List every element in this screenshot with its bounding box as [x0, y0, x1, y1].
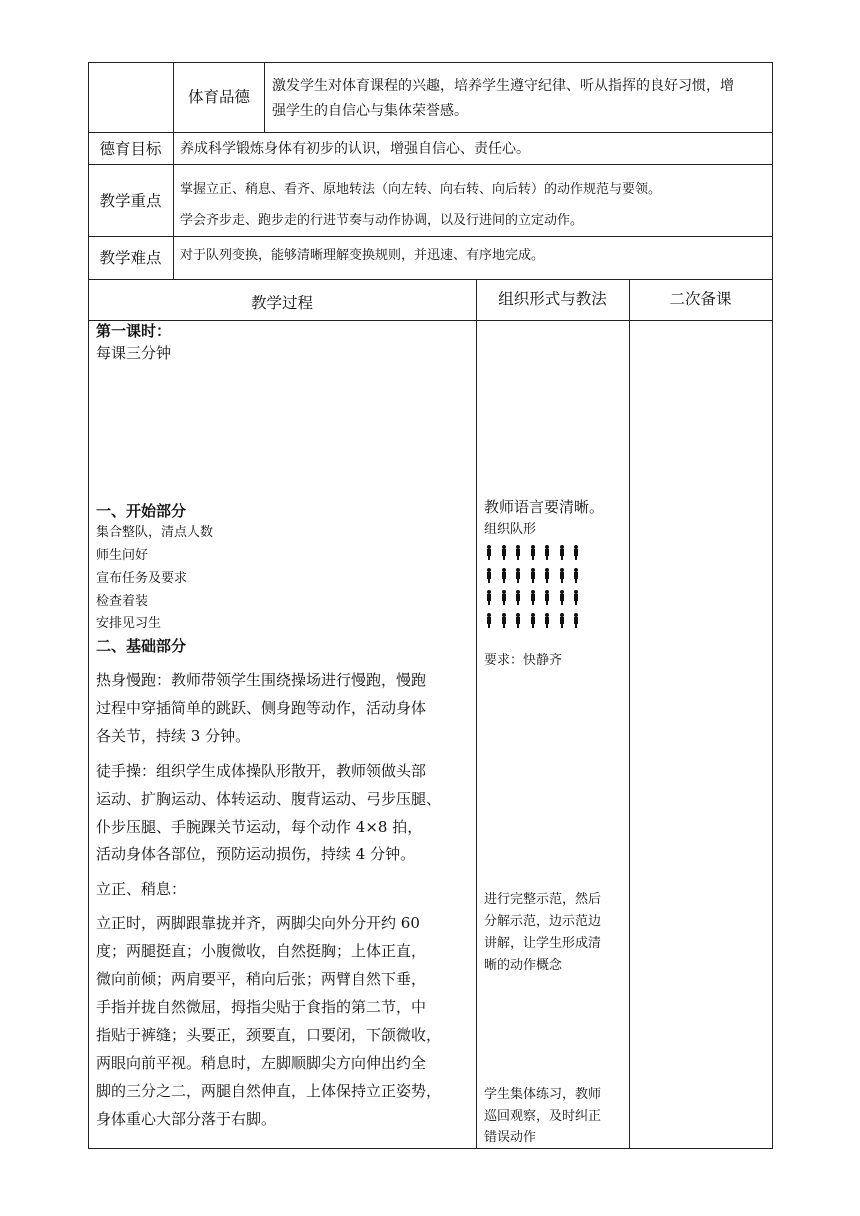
- table-right-border: [772, 62, 773, 1149]
- header-organization: 组织形式与教法: [498, 290, 607, 308]
- list-item: 安排见习生: [96, 616, 162, 631]
- warmup-line: 过程中穿插简单的跳跃、侧身跑等动作，活动身体: [96, 699, 427, 717]
- stand-line: 两眼向前平视。稍息时，左脚顺脚尖方向伸出约全: [96, 1054, 427, 1072]
- list-item: 宣布任务及要求: [96, 571, 188, 586]
- col-divider: [629, 279, 630, 1149]
- student-figure-icon: [544, 613, 550, 628]
- stand-line: 脚的三分之二，两腿自然伸直，上体保持立正姿势，: [96, 1082, 442, 1100]
- demo-note-line: 分解示范，边示范边: [484, 914, 602, 929]
- stand-line: 度；两腿挺直；小腹微收，自然挺胸；上体正直，: [96, 942, 427, 960]
- exercise-line: 徒手操：组织学生成体操队形散开，教师领做头部: [96, 762, 427, 780]
- stand-line: 手指并拢自然微屈，拇指尖贴于食指的第二节，中: [96, 998, 427, 1016]
- student-figure-icon: [559, 613, 565, 628]
- student-figure-icon: [530, 613, 536, 628]
- student-figure-icon: [501, 613, 507, 628]
- cell-label-difficulty: 教学难点: [99, 249, 162, 267]
- student-figure-icon: [486, 568, 492, 583]
- demo-note-line: 晰的动作概念: [484, 958, 563, 973]
- section-basic-title: 二、基础部分: [96, 637, 187, 655]
- student-figure-icon: [573, 568, 579, 583]
- col-divider: [476, 279, 477, 1149]
- practice-note-line: 学生集体练习，教师: [484, 1087, 602, 1102]
- cell-content-line: 学会齐步走、跑步走的行进节奏与动作协调，以及行进间的立定动作。: [180, 213, 584, 228]
- demo-note-line: 进行完整示范，然后: [484, 892, 602, 907]
- list-item: 集合整队，清点人数: [96, 525, 214, 540]
- stand-line: 指贴于裤缝；头要正，颈要直，口要闭，下颌微收，: [96, 1026, 442, 1044]
- student-figure-icon: [530, 590, 536, 605]
- table-left-border: [88, 62, 89, 1149]
- exercise-line: 运动、扩胸运动、体转运动、腹背运动、弓步压腿、: [96, 790, 442, 808]
- cell-content-line: 强学生的自信心与集体荣誉感。: [272, 103, 468, 119]
- row-divider: [88, 279, 773, 280]
- cell-content: 养成科学锻炼身体有初步的认识，增强自信心、责任心。: [180, 141, 530, 157]
- row-divider: [88, 236, 773, 237]
- stand-line: 身体重心大部分落于右脚。: [96, 1110, 277, 1128]
- table-top-border: [88, 62, 773, 63]
- section-start-title: 一、开始部分: [96, 502, 187, 520]
- student-figure-icon: [573, 545, 579, 560]
- student-figure-icon: [530, 545, 536, 560]
- stand-title: 立正、稍息：: [96, 880, 187, 898]
- student-figure-icon: [544, 568, 550, 583]
- lesson-title: 第一课时：: [96, 322, 172, 340]
- header-teaching-process: 教学过程: [250, 294, 313, 312]
- student-figure-icon: [530, 568, 536, 583]
- student-figure-icon: [573, 613, 579, 628]
- student-figure-icon: [573, 590, 579, 605]
- three-minutes-label: 每课三分钟: [96, 344, 172, 362]
- header-second-prep: 二次备课: [669, 290, 732, 308]
- student-figure-icon: [515, 613, 521, 628]
- practice-note-line: 巡回观察，及时纠正: [484, 1109, 602, 1124]
- student-figure-icon: [486, 613, 492, 628]
- cell-label-key-points: 教学重点: [99, 192, 162, 210]
- practice-note-line: 错误动作: [484, 1130, 537, 1145]
- list-item: 检查着装: [96, 594, 149, 609]
- col-divider: [264, 62, 265, 133]
- warmup-line: 热身慢跑：教师带领学生围绕操场进行慢跑，慢跑: [96, 671, 427, 689]
- exercise-line: 活动身体各部位，预防运动损伤，持续 4 分钟。: [96, 845, 416, 863]
- student-figure-icon: [515, 568, 521, 583]
- student-figure-icon: [501, 590, 507, 605]
- student-figure-icon: [501, 568, 507, 583]
- student-figure-icon: [515, 545, 521, 560]
- stand-line: 立正时，两脚跟靠拢并齐，两脚尖向外分开约 60: [96, 914, 420, 932]
- cell-label-moral-goal: 德育目标: [99, 140, 162, 158]
- student-figure-icon: [486, 545, 492, 560]
- student-figure-icon: [515, 590, 521, 605]
- cell-content-line: 激发学生对体育课程的兴趣，培养学生遵守纪律、听从指挥的良好习惯，增: [272, 78, 734, 94]
- header-divider: [88, 320, 773, 321]
- exercise-line: 仆步压腿、手腕踝关节运动，每个动作 4×8 拍，: [96, 818, 423, 836]
- formation-label: 组织队形: [484, 522, 537, 537]
- student-figure-icon: [486, 590, 492, 605]
- warmup-line: 各关节，持续 3 分钟。: [96, 727, 251, 745]
- cell-content: 对于队列变换，能够清晰理解变换规则，并迅速、有序地完成。: [180, 248, 545, 263]
- student-figure-icon: [559, 568, 565, 583]
- student-figure-icon: [559, 545, 565, 560]
- student-figure-icon: [559, 590, 565, 605]
- row-divider: [88, 164, 773, 165]
- stand-line: 微向前倾；两肩要平，稍向后张；两臂自然下垂，: [96, 970, 427, 988]
- demo-note-line: 讲解，让学生形成清: [484, 936, 602, 951]
- row-divider: [88, 132, 773, 133]
- student-figure-icon: [544, 590, 550, 605]
- teacher-language-note: 教师语言要清晰。: [484, 498, 605, 516]
- cell-content-line: 掌握立正、稍息、看齐、原地转法（向左转、向右转、向后转）的动作规范与要领。: [180, 182, 662, 197]
- cell-label-moral-sports: 体育品德: [187, 88, 250, 106]
- requirement-text: 要求：快静齐: [484, 653, 563, 668]
- student-figure-icon: [501, 545, 507, 560]
- table-bottom-border: [88, 1148, 773, 1149]
- formation-figure: [486, 545, 596, 631]
- student-figure-icon: [544, 545, 550, 560]
- list-item: 师生问好: [96, 548, 149, 563]
